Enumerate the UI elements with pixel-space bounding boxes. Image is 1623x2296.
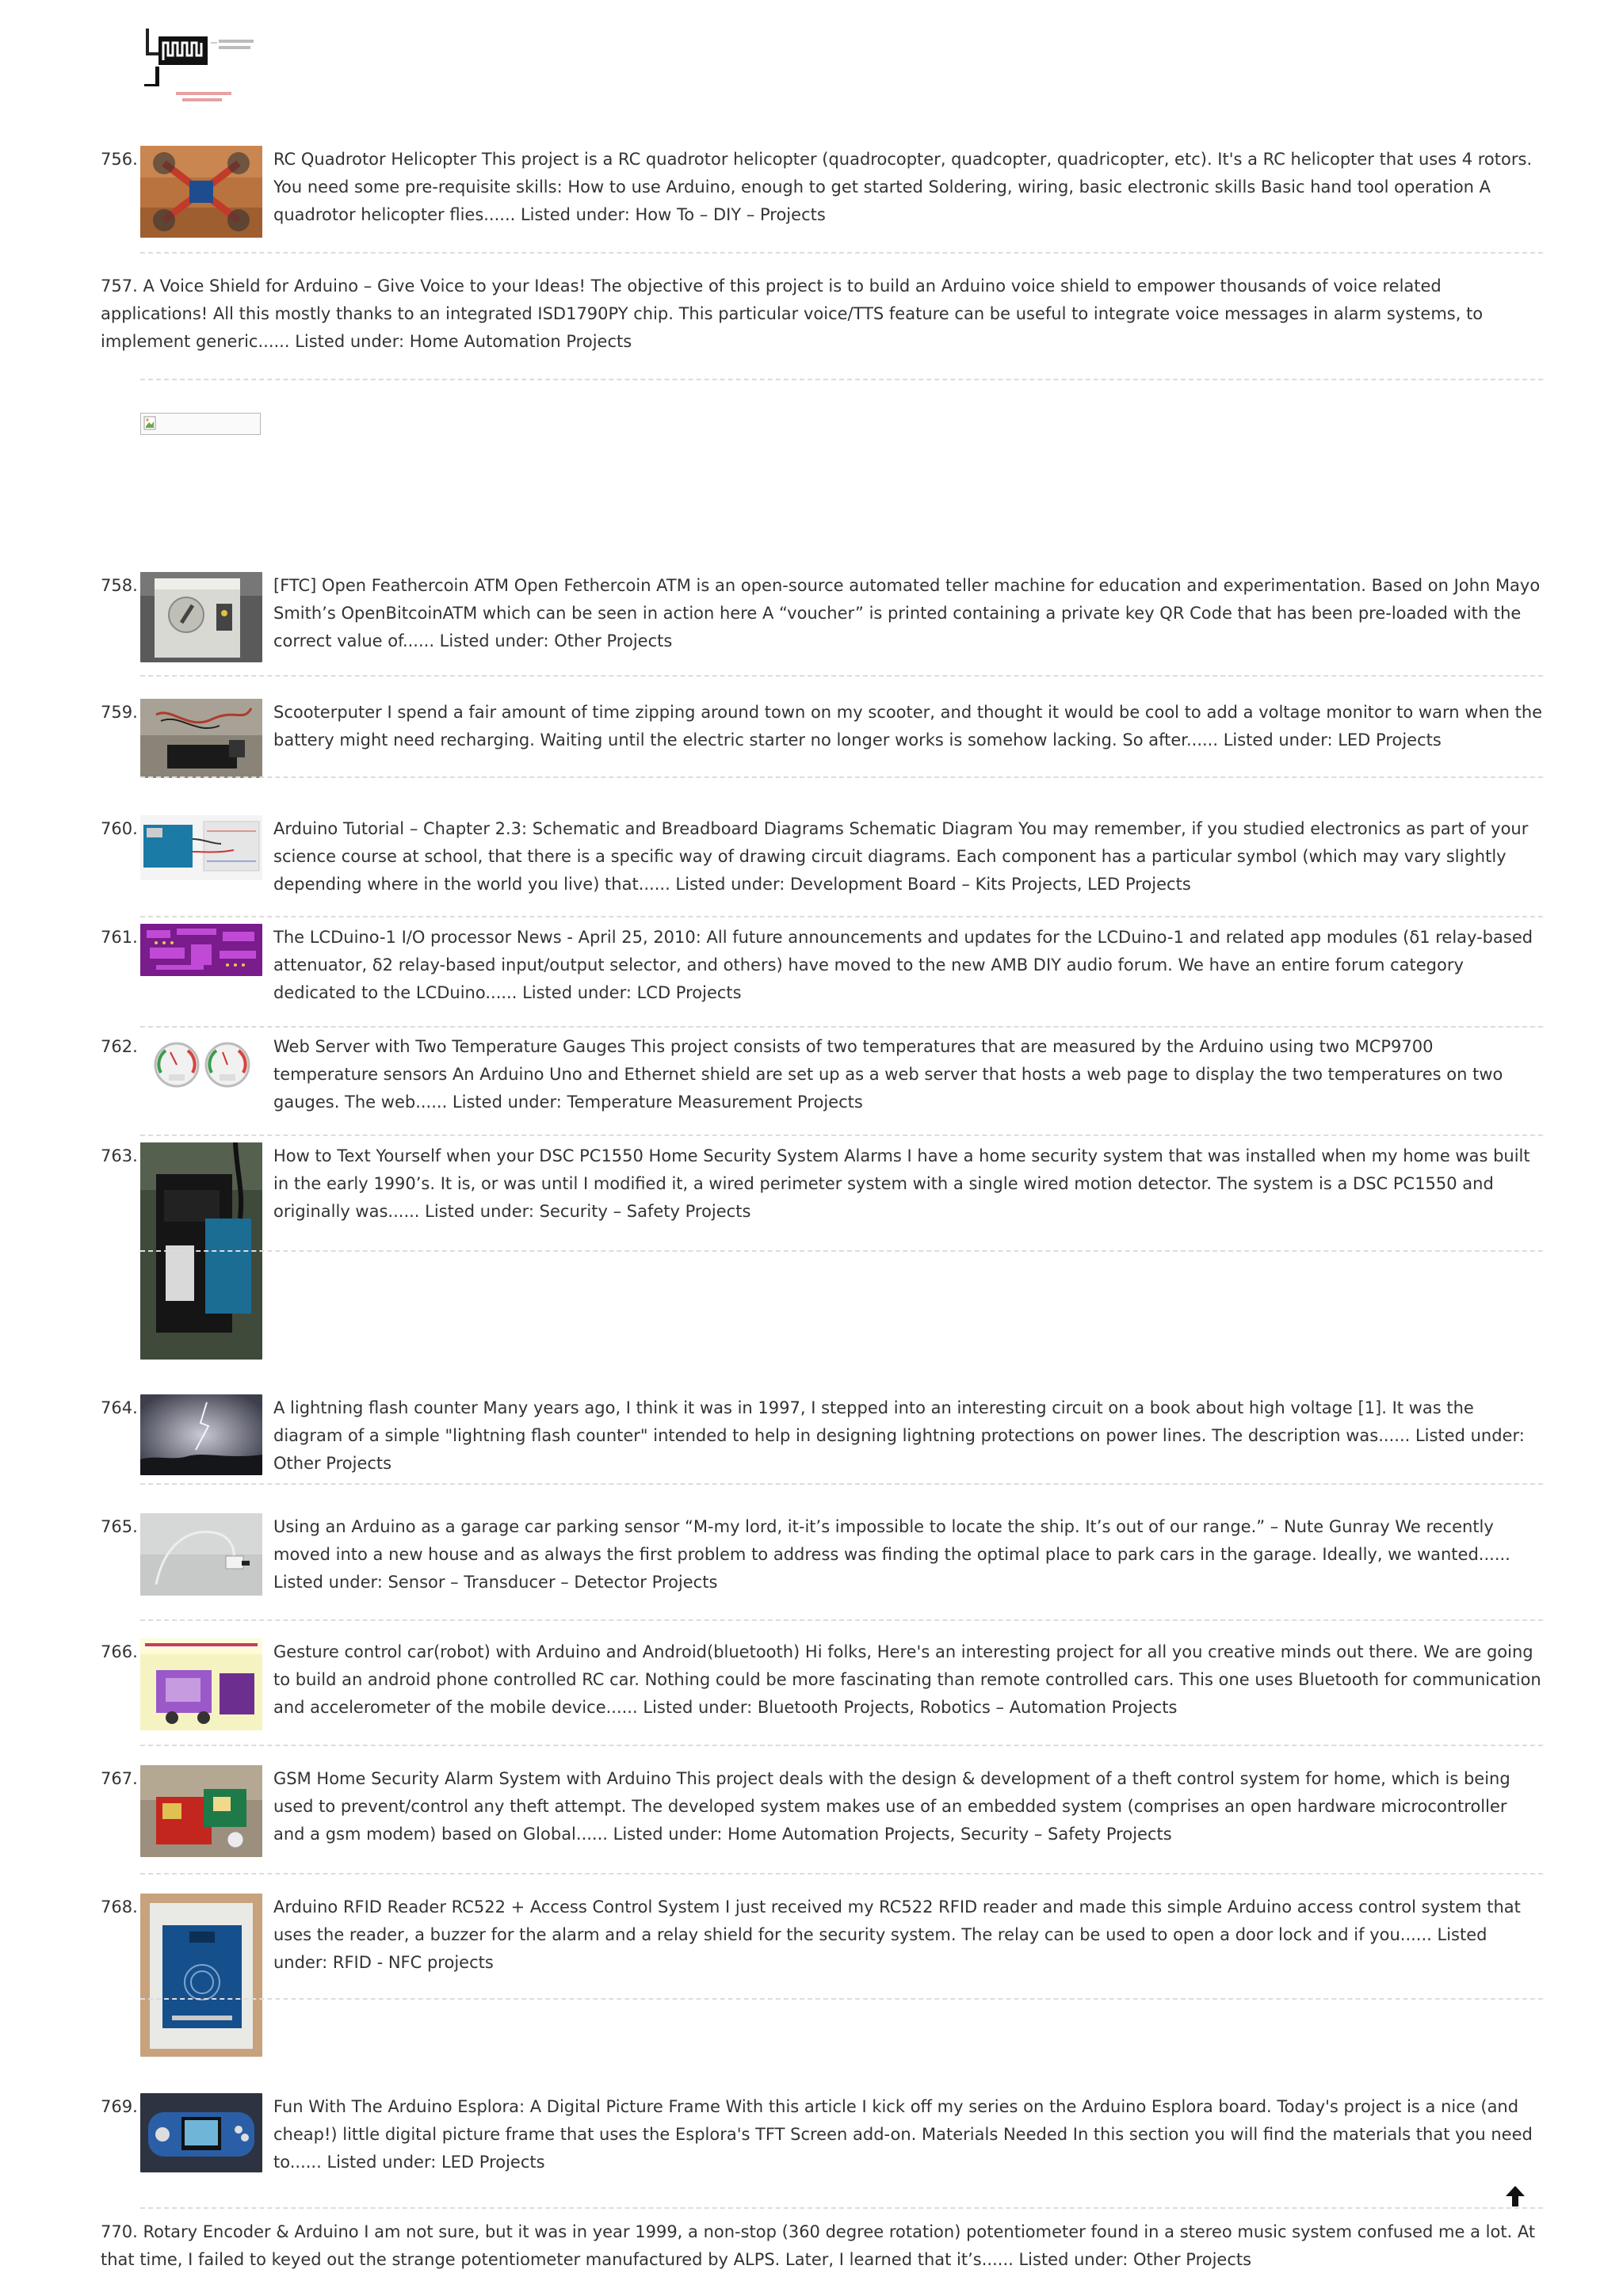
- list-item: [101, 924, 1543, 1006]
- item-text[interactable]: A Voice Shield for Arduino – Give Voice to your Ideas! The objective of this project is to build an Arduino voice shield to empower thousands of voice related applications! All this mostly thanks to an integrated ISD1790PY chip. This particular voice/TTS feature can be useful to integrate voice messages in alarm systems, to implement generic...... Listed under: Home Automation Projects: [101, 277, 1484, 351]
- item-description[interactable]: The LCDuino-1 I/O processor News - April 25, 2010: All future announcements and updates for the LCDuino-1 and related app modules (δ1 relay-based attenuator, δ2 relay-based input/output selector, and others) have moved to the new AMB DIY audio forum. We have an entire forum category dedicated to the LCDuino...... Listed under: LCD Projects: [273, 928, 1533, 1002]
- back-to-top-button[interactable]: [1503, 2184, 1527, 2208]
- item-divider: [140, 916, 1543, 917]
- gsm-alarm-thumbnail[interactable]: [140, 1765, 262, 1857]
- gauges-thumbnail[interactable]: [140, 1033, 262, 1095]
- advertisement-image[interactable]: [140, 413, 261, 435]
- item-divider: [140, 379, 1543, 380]
- site-logo[interactable]: [144, 24, 263, 106]
- item-number: 758.: [101, 576, 138, 595]
- item-number: 768.: [101, 1897, 138, 1917]
- list-item: [101, 1394, 1543, 1477]
- item-number: 761.: [101, 928, 138, 947]
- item-number: 769.: [101, 2097, 138, 2116]
- item-number: 766.: [101, 1642, 138, 1661]
- list-item: [101, 699, 1543, 780]
- parking-sensor-thumbnail[interactable]: [140, 1513, 262, 1596]
- breadboard-thumbnail[interactable]: [140, 815, 262, 880]
- site-logo-icon: [144, 24, 263, 106]
- item-number: 764.: [101, 1398, 138, 1417]
- item-divider: [140, 1250, 1543, 1252]
- item-divider: [140, 675, 1543, 677]
- item-text[interactable]: Rotary Encoder & Arduino I am not sure, but it was in year 1999, a non-stop (360 degree rotation) potentiometer found in a stereo music system confused me a lot. At that time, I failed to keyed out the strange potentiometer manufactured by ALPS. Later, I learned that it’s...... Listed under: Other Projects: [101, 2222, 1536, 2269]
- list-item: [101, 1765, 1543, 1859]
- item-number: 757.: [101, 277, 138, 296]
- item-divider: [140, 2207, 1543, 2209]
- item-description[interactable]: Gesture control car(robot) with Arduino and Android(bluetooth) Hi folks, Here's an interesting project for all you creative minds out there. We are going to build an android phone controlled RC car. Nothing could be more fascinating than remote controlled cars. This one uses Bluetooth for communication and accelerometer of the mobile device...... Listed under: Bluetooth Projects, Robotics – Automation Projects: [273, 1642, 1541, 1717]
- list-item: [101, 1033, 1543, 1116]
- item-number: 765.: [101, 1517, 138, 1536]
- item-description[interactable]: [101, 273, 1543, 356]
- list-item: [101, 2218, 1543, 2278]
- item-number: 756.: [101, 150, 138, 169]
- atm-thumbnail[interactable]: [140, 572, 262, 662]
- list-item: [101, 1638, 1543, 1726]
- item-number: 762.: [101, 1037, 138, 1056]
- broken-image-icon: [143, 416, 156, 430]
- lightning-thumbnail[interactable]: [140, 1394, 262, 1475]
- item-description[interactable]: How to Text Yourself when your DSC PC1550 Home Security System Alarms I have a home security system that was installed when my home was built in the early 1990’s. It is, or was until I modified it, a wired perimeter system with a single wired motion detector. The system is a DSC PC1550 and originally was...... Listed under: Security – Safety Projects: [273, 1146, 1530, 1221]
- item-divider: [140, 1135, 1543, 1136]
- list-item: [101, 815, 1543, 902]
- quadrotor-thumbnail[interactable]: [140, 146, 262, 238]
- item-description[interactable]: Web Server with Two Temperature Gauges This project consists of two temperatures that are measured by the Arduino using two MCP9700 temperature sensors An Arduino Uno and Ethernet shield are set up as a web server that hosts a web page to display the two temperatures on two gauges. The web...... Listed under: Temperature Measurement Projects: [273, 1037, 1503, 1112]
- item-description[interactable]: Scooterputer I spend a fair amount of time zipping around town on my scooter, and thought it would be cool to add a voltage monitor to warn when the battery might need recharging. Waiting until the electric starter no longer works is somehow lacking. So after...... Listed under: LED Projects: [273, 703, 1543, 749]
- item-number: 763.: [101, 1146, 138, 1165]
- list-item: [101, 273, 1543, 360]
- item-divider: [140, 1026, 1543, 1028]
- gesture-car-thumbnail[interactable]: [140, 1638, 262, 1730]
- arrow-up-icon: [1503, 2184, 1527, 2208]
- item-description[interactable]: Arduino Tutorial – Chapter 2.3: Schematic and Breadboard Diagrams Schematic Diagram You may remember, if you studied electronics as part of your science course at school, that there is a specific way of drawing circuit diagrams. Each component has a particular symbol (which may vary slightly depending where in the world you live) that...... Listed under: Development Board – Kits Projects, LED Projects: [273, 819, 1529, 894]
- item-divider: [140, 1745, 1543, 1746]
- item-description[interactable]: Arduino RFID Reader RC522 + Access Control System I just received my RC522 RFID reader and made this simple Arduino access control system that uses the reader, a buzzer for the alarm and a relay shield for the security system. The relay can be used to open a door lock and if you...... Listed under: RFID - NFC projects: [273, 1897, 1521, 1972]
- item-number: 770.: [101, 2222, 138, 2241]
- list-item: [101, 572, 1543, 666]
- item-number: 767.: [101, 1769, 138, 1788]
- list-item: [101, 1142, 1543, 1361]
- item-divider: [140, 776, 1543, 778]
- item-divider: [140, 252, 1543, 254]
- item-divider: [140, 1998, 1543, 2000]
- list-item: [101, 1894, 1543, 2060]
- item-number: 760.: [101, 819, 138, 838]
- item-description[interactable]: Fun With The Arduino Esplora: A Digital Picture Frame With this article I kick off my series on the Arduino Esplora board. Today's project is a nice (and cheap!) little digital picture frame that uses the Esplora's TFT Screen add-on. Materials Needed In this section you will find the materials that you need to...... Listed under: LED Projects: [273, 2097, 1533, 2172]
- item-description[interactable]: A lightning flash counter Many years ago, I think it was in 1997, I stepped into an interesting circuit on a book about high voltage [1]. It was the diagram of a simple "lightning flash counter" intended to help in designing lightning protections on power lines. The description was...... Listed under: Other Projects: [273, 1398, 1525, 1473]
- scooterputer-thumbnail[interactable]: [140, 699, 262, 778]
- item-number: 759.: [101, 703, 138, 722]
- item-description[interactable]: GSM Home Security Alarm System with Arduino This project deals with the design & development of a theft control system for home, which is being used to prevent/control any theft attempt. The developed system makes use of an embedded system (comprises an open hardware microcontroller and a gsm modem) based on Global...... Listed under: Home Automation Projects, Security – Safety Projects: [273, 1769, 1510, 1844]
- item-divider: [140, 1483, 1543, 1485]
- esplora-thumbnail[interactable]: [140, 2093, 262, 2172]
- rfid-thumbnail[interactable]: [140, 1894, 262, 2057]
- item-description[interactable]: [101, 2218, 1543, 2274]
- item-description[interactable]: Using an Arduino as a garage car parking sensor “M-my lord, it-it’s impossible to locate the ship. It’s out of our range.” – Nute Gunray We recently moved into a new house and as always the first problem to address was finding the optimal place to park cars in the garage. Ideally, we wanted...... Listed under: Sensor – Transducer – Detector Projects: [273, 1517, 1510, 1592]
- pcb-thumbnail[interactable]: [140, 924, 262, 976]
- item-divider: [140, 1619, 1543, 1621]
- item-description[interactable]: RC Quadrotor Helicopter This project is a RC quadrotor helicopter (quadrocopter, quadcopter, quadricopter, etc). It's a RC helicopter that uses 4 rotors. You need some pre-requisite skills: How to use Arduino, enough to get started Soldering, wiring, basic electronic skills Basic hand tool operation A quadrotor helicopter flies...... Listed under: How To – DIY – Projects: [273, 150, 1533, 224]
- list-item: [101, 2093, 1543, 2180]
- item-divider: [140, 1873, 1543, 1875]
- list-item: [101, 146, 1543, 241]
- item-description[interactable]: [FTC] Open Feathercoin ATM Open Fethercoin ATM is an open-source automated teller machine for education and experimentation. Based on John Mayo Smith’s OpenBitcoinATM which can be seen in action here A “voucher” is printed containing a private key QR Code that has been pre-loaded with the correct value of...... Listed under: Other Projects: [273, 576, 1541, 650]
- list-item: [101, 1513, 1543, 1600]
